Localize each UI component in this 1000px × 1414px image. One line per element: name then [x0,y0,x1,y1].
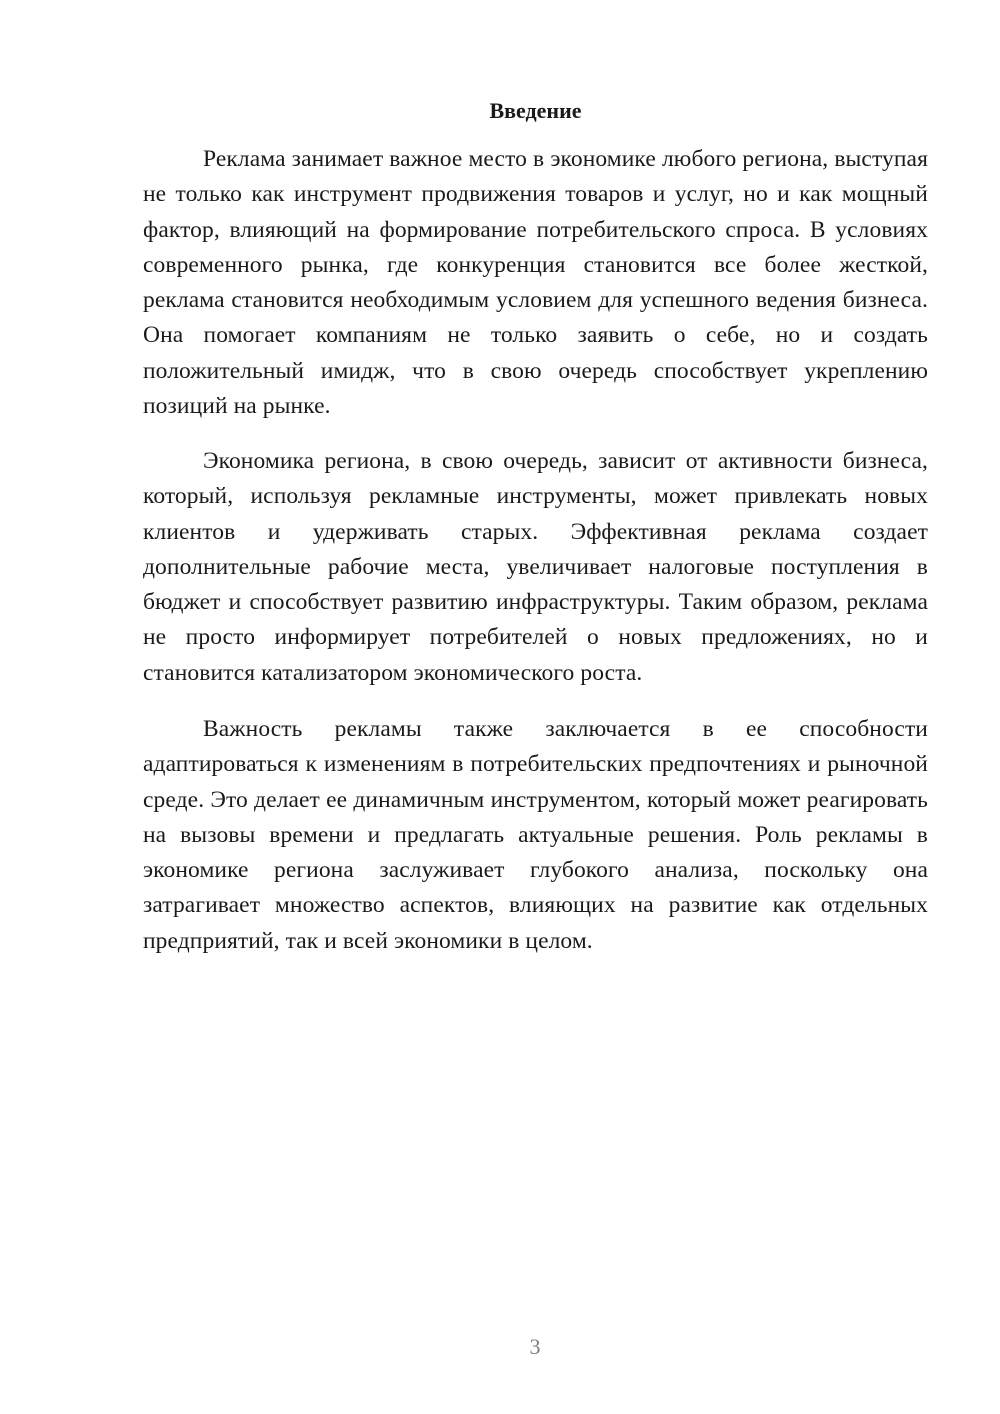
paragraph-1: Реклама занимает важное место в экономике любого региона, выступая не только как инструмент продвижения товаров и услуг, но и как мощный фактор, влияющий на формирование потребительского спроса. В условиях современного рынка, где конкуренция становится все более жесткой, реклама становится необходимым условием для успешного ведения бизнеса. Она помогает компаниям не только заявить о себе, но и создать положительный имидж, что в свою очередь способствует укреплению позиций на рынке. [143,146,928,420]
paragraph-3-container [143,712,928,959]
paragraph-1-container [143,142,928,424]
page-title: Введение [489,98,582,123]
paragraph-3: Важность рекламы также заключается в ее способности адаптироваться к изменениям в потребительских предпочтениях и рыночной среде. Это делает ее динамичным инструментом, который может реагировать на вызовы времени и предлагать актуальные решения. Роль рекламы в экономике региона заслуживает глубокого анализа, поскольку она затрагивает множество аспектов, влияющих на развитие как отдельных предприятий, так и всей экономики в целом. [143,716,928,954]
paragraph-2-container [143,444,928,691]
page-number: 3 [529,1334,541,1359]
paragraph-2: Экономика региона, в свою очередь, зависит от активности бизнеса, который, используя рекламные инструменты, может привлекать новых клиентов и удерживать старых. Эффективная реклама создает дополнительные рабочие места, увеличивает налоговые поступления в бюджет и способствует развитию инфраструктуры. Таким образом, реклама не просто информирует потребителей о новых предложениях, но и становится катализатором экономического роста. [143,448,928,686]
